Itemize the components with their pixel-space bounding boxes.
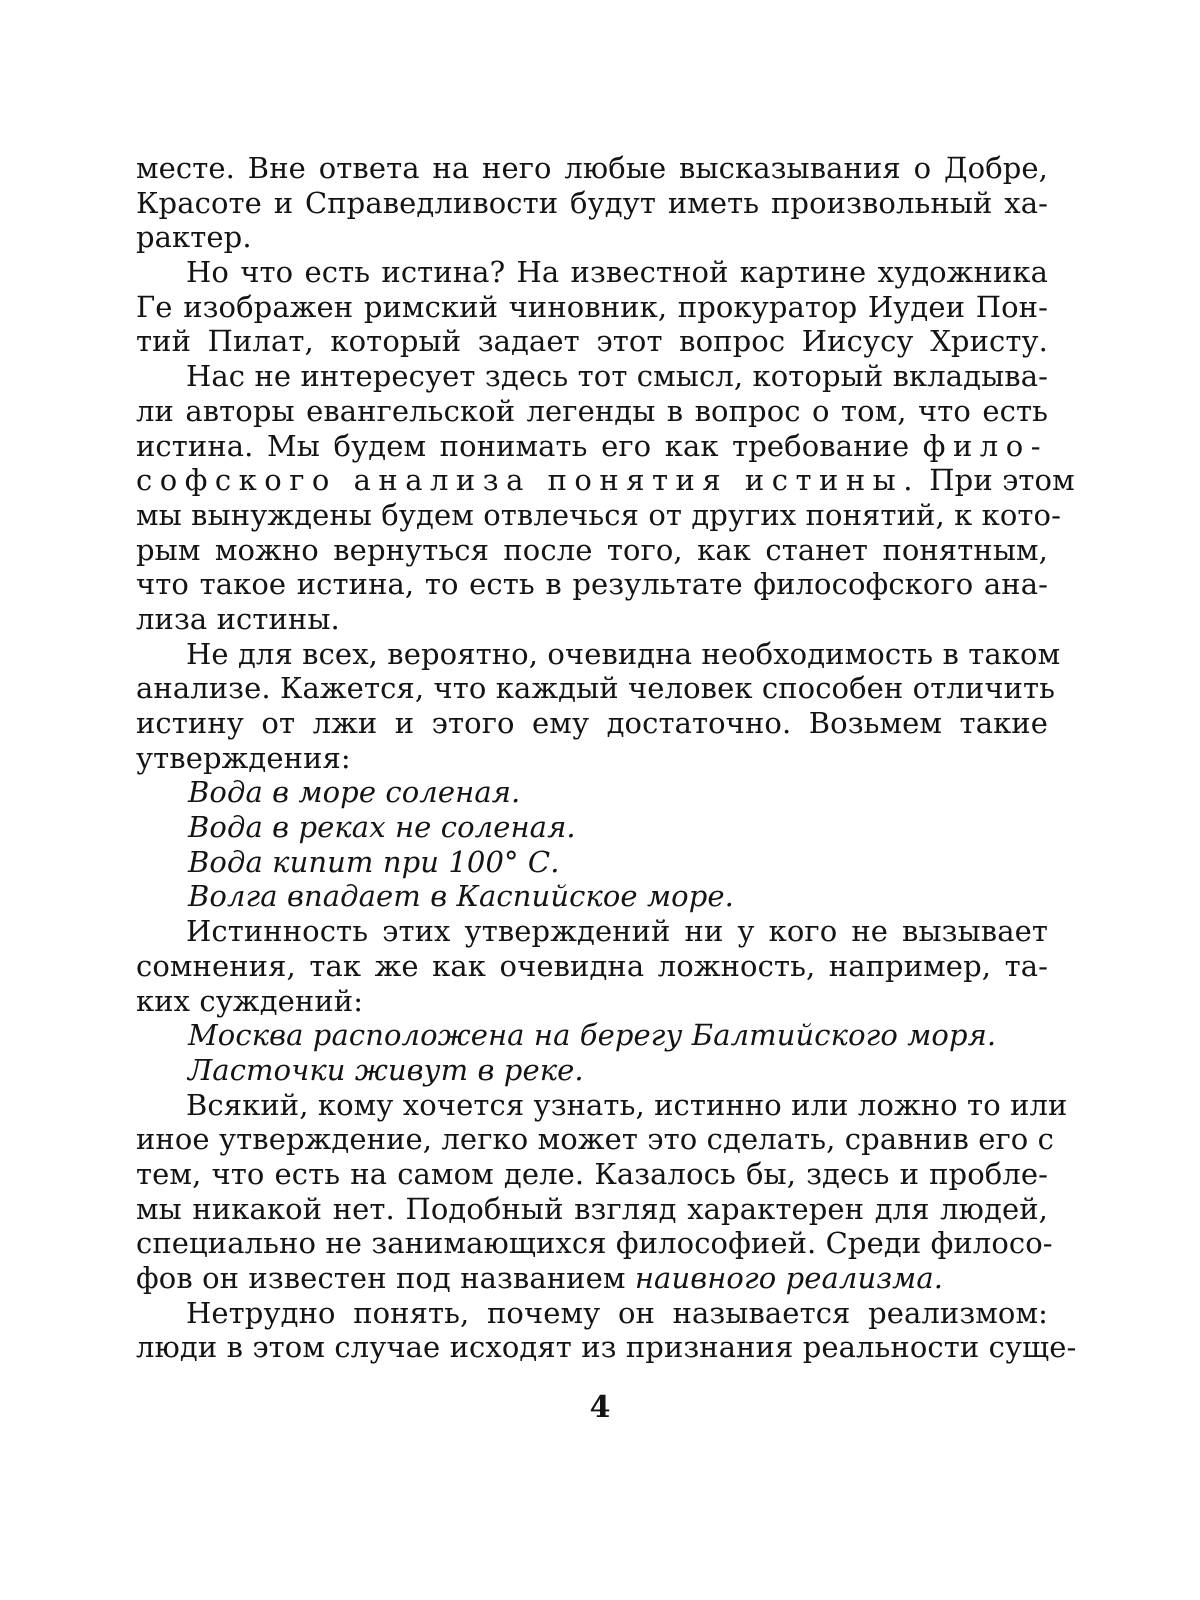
example-false-statement-1: Москва расположена на берегу Балтийского моря.	[188, 1018, 997, 1053]
text-line-15: Не для всех, вероятно, очевидна необходимость в таком	[186, 636, 1061, 671]
text-line-8: ли авторы евангельской легенды в вопрос о том, что есть	[136, 393, 1048, 428]
text-line-7: Нас не интересует здесь тот смысл, который вкладыва-	[186, 359, 1048, 394]
text-line-23: Истинность этих утверждений ни у кого не вызывает	[186, 914, 1048, 949]
text-line-1: месте. Вне ответа на него любые высказывания о Добре,	[136, 151, 1048, 185]
text-line-25: ких суждений:	[136, 983, 364, 1018]
text-line-4: Но что есть истина? На известной картине художника	[186, 255, 1048, 290]
text-line-35: люди в этом случае исходят из признания реальности суще-	[136, 1330, 1077, 1365]
text-line-6: тий Пилат, который задает этот вопрос Иисусу Христу.	[136, 324, 1048, 359]
example-statement-4: Волга впадает в Каспийское море.	[188, 879, 734, 914]
text-line-33	[136, 1261, 1048, 1296]
body-text	[136, 151, 1077, 1365]
text-line-3: рактер.	[136, 220, 252, 255]
example-statement-3: Вода кипит при 100° С.	[188, 844, 560, 879]
example-statement-1: Вода в море соленая.	[188, 775, 521, 810]
text-line-33-plain: фов он известен под названием	[136, 1261, 635, 1295]
text-line-10	[136, 463, 1075, 498]
text-line-9-plain: истина. Мы будем понимать его как требование	[136, 428, 923, 463]
page-number: 4	[589, 1390, 611, 1425]
text-line-11: мы вынуждены будем отвлечься от других понятий, к кото-	[136, 497, 1062, 532]
text-line-13: что такое истина, то есть в результате философского ана-	[136, 567, 1048, 602]
text-line-9	[136, 429, 1048, 464]
text-line-31: мы никакой нет. Подобный взгляд характерен для людей,	[136, 1191, 1048, 1226]
emphasis-philosophical-analysis-end: софского анализа понятия истины.	[136, 463, 920, 498]
example-false-statement-2: Ласточки живут в реке.	[188, 1052, 584, 1087]
text-line-29: иное утверждение, легко может это сделать, сравнив его с	[136, 1122, 1055, 1157]
text-line-16: анализе. Кажется, что каждый человек способен отличить	[136, 671, 1056, 706]
text-line-2: Красоте и Справедливости будут иметь произвольный ха-	[136, 185, 1048, 220]
text-line-24: сомнения, так же как очевидна ложность, например, та-	[136, 948, 1048, 983]
text-line-14: лиза истины.	[136, 601, 340, 636]
emphasis-naive-realism: наивного реализма.	[634, 1261, 944, 1295]
text-line-12: рым можно вернуться после того, как станет понятным,	[136, 532, 1048, 567]
text-line-10-plain: При этом	[919, 463, 1075, 498]
example-statement-2: Вода в реках не соленая.	[188, 810, 576, 845]
text-line-34: Нетрудно понять, почему он называется реализмом:	[186, 1295, 1048, 1330]
text-line-5: Ге изображен римский чиновник, прокуратор Иудеи Пон-	[136, 289, 1048, 324]
emphasis-philosophical-analysis-start: фило-	[922, 428, 1048, 463]
text-line-18: утверждения:	[136, 740, 351, 775]
text-line-28: Всякий, кому хочется узнать, истинно или ложно то или	[186, 1087, 1068, 1122]
text-line-30: тем, что есть на самом деле. Казалось бы, здесь и пробле-	[136, 1156, 1048, 1191]
text-line-32: специально не занимающихся философией. Среди филосо-	[136, 1226, 1053, 1261]
text-line-17: истину от лжи и этого ему достаточно. Возьмем такие	[136, 706, 1048, 740]
